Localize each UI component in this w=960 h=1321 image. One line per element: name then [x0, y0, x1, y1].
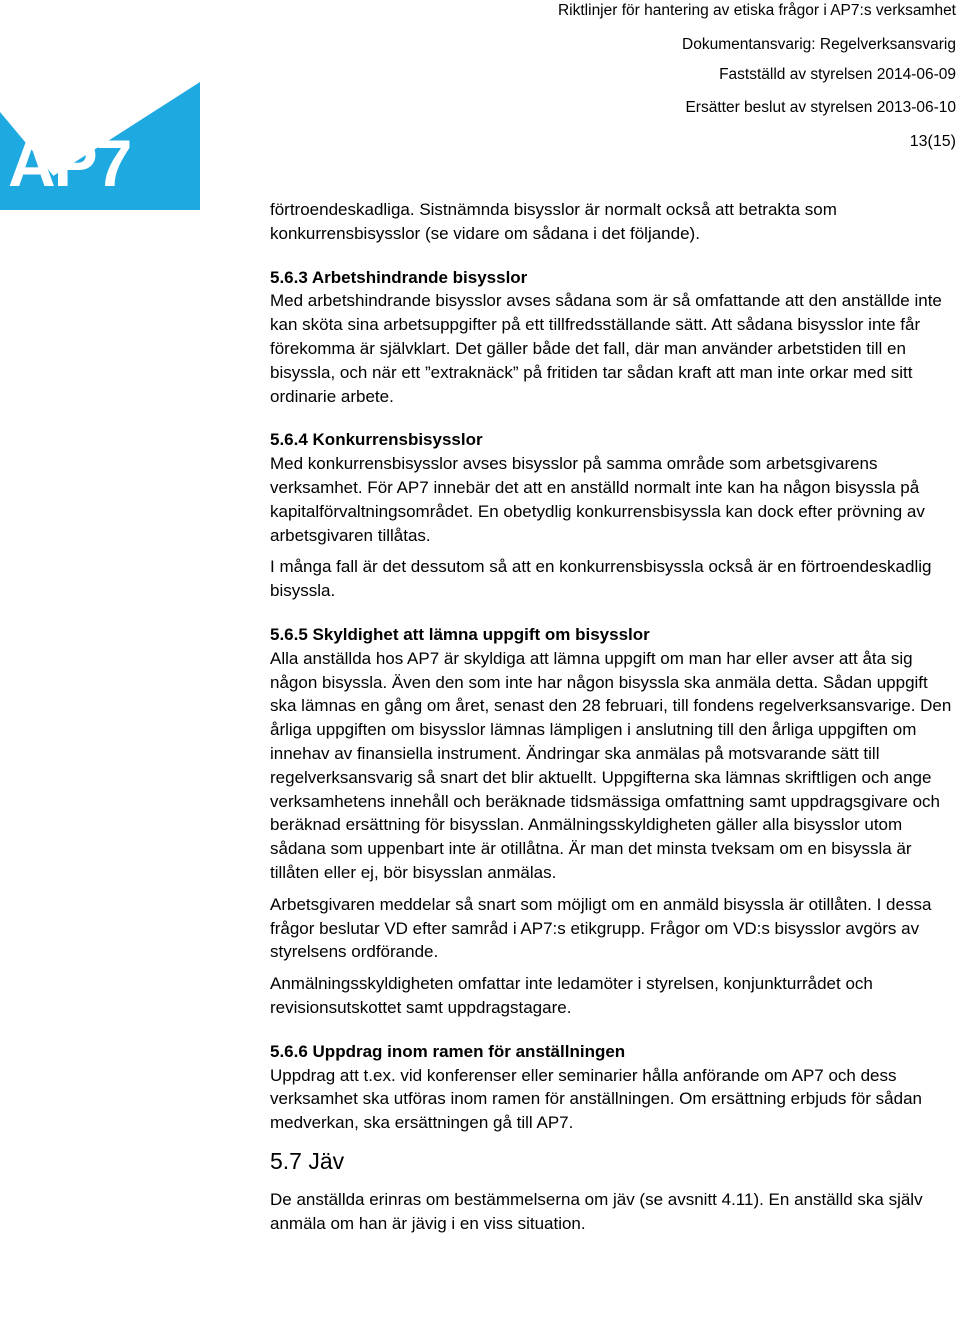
paragraph: De anställda erinras om bestämmelserna om jäv (se avsnitt 4.11). En anställd ska själv anmäla om han är jävig i en viss situation. — [270, 1189, 923, 1233]
paragraph: Anmälningsskyldigheten omfattar inte ledamöter i styrelsen, konjunkturrådet och revisionsutskottet samt uppdragstagare. — [270, 974, 873, 1017]
paragraph: I många fall är det dessutom så att en konkurrensbisyssla också är en förtroendeskadlig bisyssla. — [270, 557, 932, 601]
page-number: 13(15) — [909, 133, 956, 150]
replaces-decision: Ersätter beslut av styrelsen 2013-06-10 — [685, 99, 956, 116]
paragraph: Med arbetshindrande bisysslor avses sådana som är så omfattande att den anställde inte kan sköta sina arbetsuppgifter på ett tillfredsställande sätt. Att sådana bisysslor inte får förekomma är självklart. Det gäller både det fall, där man använder arbetstiden till en bisyssla, och när ett ”extraknäck” på fritiden tar sådan kraft att man inte orkar med sitt ordinarie arbete. — [270, 291, 942, 406]
section-heading-5-6-4: 5.6.4 Konkurrensbisysslor — [270, 430, 483, 450]
ap7-logo — [0, 82, 200, 210]
paragraph: Alla anställda hos AP7 är skyldiga att lämna uppgift om man har eller avser att åta sig någon bisyssla. Även den som inte har någon bisyssla ska anmäla detta. Sådan uppgift ska lämnas en gång om året, senast den 28 februari, till fondens regelverksansvarige. Den årliga uppgiften om bisysslor lämnas lämpligen i anslutning till den årliga uppgiften om innehav av finansiella instrument. Ändringar ska anmälas på motsvarande sätt till regelverksansvarig så snart det blir aktuellt. Uppgifterna ska lämnas skriftligen och ange verksamhetens innehåll och beräknade tidsmässiga omfattning samt uppdragsgivare och beräknad ersättning för bisysslan. Anmälningsskyldigheten gäller alla bisysslor utom sådana som uppenbart inte är otillåtna. Är man det minsta tveksam om en bisyssla är tillåten eller ej, bör bisysslan anmälas. — [270, 648, 952, 882]
section-heading-5-6-6: 5.6.6 Uppdrag inom ramen för anställningen — [270, 1041, 626, 1061]
intro-paragraph: förtroendeskadliga. Sistnämnda bisysslor är normalt också att betrakta som konkurrensbisysslor (se vidare om sådana i det följande). — [270, 200, 837, 243]
adopted-date: Fastställd av styrelsen 2014-06-09 — [719, 66, 956, 83]
paragraph: Med konkurrensbisysslor avses bisysslor på samma område som arbetsgivarens verksamhet. För AP7 innebär det att en anställd normalt inte kan ha någon bisyssla på kapitalförvaltningsområdet. En obetydlig konkurrensbisyssla kan dock efter prövning av arbetsgivaren tillåtas. — [270, 454, 925, 545]
paragraph: Arbetsgivaren meddelar så snart som möjligt om en anmäld bisyssla är otillåten. I dessa frågor beslutar VD efter samråd i AP7:s etikgrupp. Frågor om VD:s bisysslor avgörs av styrelsens ordförande. — [270, 894, 932, 962]
section-heading-5-7: 5.7 Jäv — [270, 1147, 345, 1174]
section-heading-5-6-3: 5.6.3 Arbetshindrande bisysslor — [270, 267, 528, 287]
document-body — [270, 198, 956, 1235]
document-owner: Dokumentansvarig: Regelverksansvarig — [682, 36, 956, 53]
document-title: Riktlinjer för hantering av etiska frågor i AP7:s verksamhet — [557, 2, 956, 19]
svg-text:AP7: AP7 — [8, 126, 131, 200]
section-heading-5-6-5: 5.6.5 Skyldighet att lämna uppgift om bisysslor — [270, 624, 650, 644]
paragraph: Uppdrag att t.ex. vid konferenser eller seminarier hålla anförande om AP7 och dess verksamhet ska utföras inom ramen för anställningen. Om ersättning erbjuds för sådan medverkan, ska ersättningen gå till AP7. — [270, 1065, 922, 1133]
